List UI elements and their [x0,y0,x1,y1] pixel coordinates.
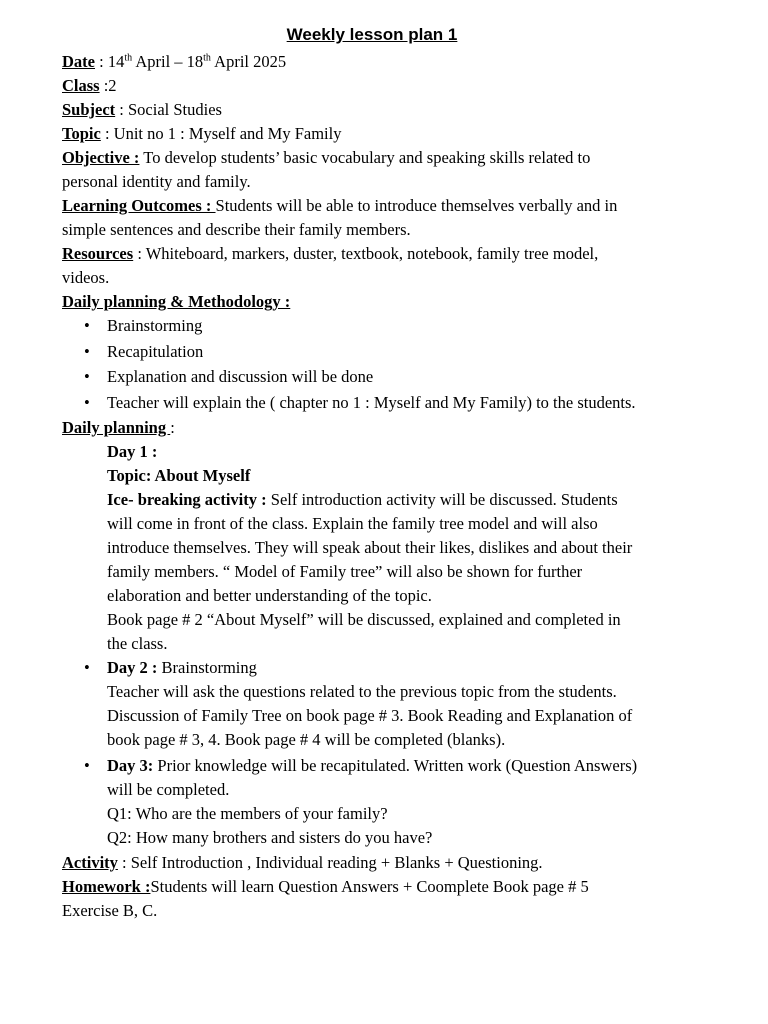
class-label: Class [62,76,100,95]
objective-text-1: To develop students’ basic vocabulary and speaking skills related to [139,148,591,167]
day-3-item [62,754,682,850]
resources-line [62,242,682,266]
class-value: :2 [99,76,117,95]
outcomes-line-2: simple sentences and describe their family members. [62,220,411,239]
list-item-text: Teacher will explain the ( chapter no 1 : Myself and My Family) to the students. [107,392,636,412]
day-1-text-3: introduce themselves. They will speak about their likes, dislikes and about their [107,538,633,557]
daily-planning-label: Daily planning [62,418,171,437]
subject-label: Subject [62,100,116,119]
day-list [62,656,682,850]
class-line [62,74,682,98]
date-end-suffix: th [203,52,211,64]
day-3-question-2: Q2: How many brothers and sisters do you have? [107,827,433,847]
bullet-icon: • [84,755,90,775]
homework-line-2: Exercise B, C. [62,901,158,920]
activity-line [62,851,682,875]
day-1-heading: Day 1 : [107,442,158,461]
day-2-item [62,656,682,752]
day-2-label: Day 2 : [107,658,158,677]
objective-line [62,146,682,170]
document-title: Weekly lesson plan 1 [286,25,458,44]
bullet-icon: • [84,367,90,386]
date-label: Date [62,52,95,71]
date-separator: : [94,52,108,71]
resources-text-1: : Whiteboard, markers, duster, textbook, notebook, family tree model, [133,244,599,263]
ice-breaking-label: Ice- breaking activity : [107,490,267,509]
day-1-text-5: elaboration and better understanding of the topic. [107,586,432,605]
resources-line-2: videos. [62,268,110,287]
list-item [62,391,682,415]
day-1-topic: Topic: About Myself [107,466,251,485]
subject-line [62,98,682,122]
bullet-icon: • [84,658,90,677]
outcomes-line [62,194,682,218]
day-1-ice-line [107,488,682,512]
day-1-text-6: Book page # 2 “About Myself” will be discussed, explained and completed in [107,610,621,629]
objective-label: Objective : [62,148,140,167]
activity-label: Activity [62,853,118,872]
date-middle: April – 18 [132,52,204,71]
methodology-label: Daily planning & Methodology : [62,292,291,311]
day-2-text-3: Discussion of Family Tree on book page # 3. Book Reading and Explanation of [107,706,633,725]
list-item [62,340,682,364]
daily-planning-heading [62,416,682,440]
homework-line [62,875,682,899]
methodology-list [62,314,682,415]
homework-label: Homework : [62,877,151,896]
date-start-suffix: th [124,52,133,64]
bullet-icon: • [84,392,90,412]
list-item-text: Explanation and discussion will be done [107,367,374,386]
outcomes-text-1: Students will be able to introduce themselves verbally and in [215,196,618,215]
topic-label: Topic [62,124,101,143]
day-2-text-1: Brainstorming [157,658,257,677]
bullet-icon: • [84,341,90,361]
date-start-day: 14 [107,52,125,71]
resources-label: Resources [62,244,134,263]
day-1-section [62,440,682,656]
day-2-text-2: Teacher will ask the questions related to the previous topic from the students. [107,682,617,701]
outcomes-label: Learning Outcomes : [62,196,216,215]
list-item [62,365,682,389]
day-1-text-7: the class. [107,634,168,653]
date-line [62,50,682,74]
objective-line-2: personal identity and family. [62,172,251,191]
activity-value: : Self Introduction , Individual reading + Blanks + Questioning. [117,853,543,872]
day-1-text-1: Self introduction activity will be discussed. Students [266,490,618,509]
day-3-text-2: will be completed. [107,779,230,799]
day-1-text-4: family members. “ Model of Family tree” will also be shown for further [107,562,583,581]
date-end: April 2025 [210,52,287,71]
topic-value: : Unit no 1 : Myself and My Family [100,124,342,143]
methodology-heading [62,290,682,314]
daily-planning-colon: : [170,418,175,437]
list-item [62,314,682,338]
day-2-text-4: book page # 3, 4. Book page # 4 will be completed (blanks). [107,730,506,749]
list-item-text: Brainstorming [107,316,203,335]
day-3-label: Day 3: [107,755,154,775]
bullet-icon: • [84,316,90,335]
day-3-question-1: Q1: Who are the members of your family? [107,803,388,823]
homework-text-1: Students will learn Question Answers + Coomplete Book page # 5 [150,877,589,896]
subject-value: : Social Studies [115,100,222,119]
lesson-plan-document [62,22,682,923]
day-3-text-1: Prior knowledge will be recapitulated. Written work (Question Answers) [153,755,638,775]
day-1-text-2: will come in front of the class. Explain the family tree model and will also [107,514,598,533]
topic-line [62,122,682,146]
day-2-first-line [107,656,682,680]
day-3-first-line [107,754,682,778]
list-item-text: Recapitulation [107,341,204,361]
